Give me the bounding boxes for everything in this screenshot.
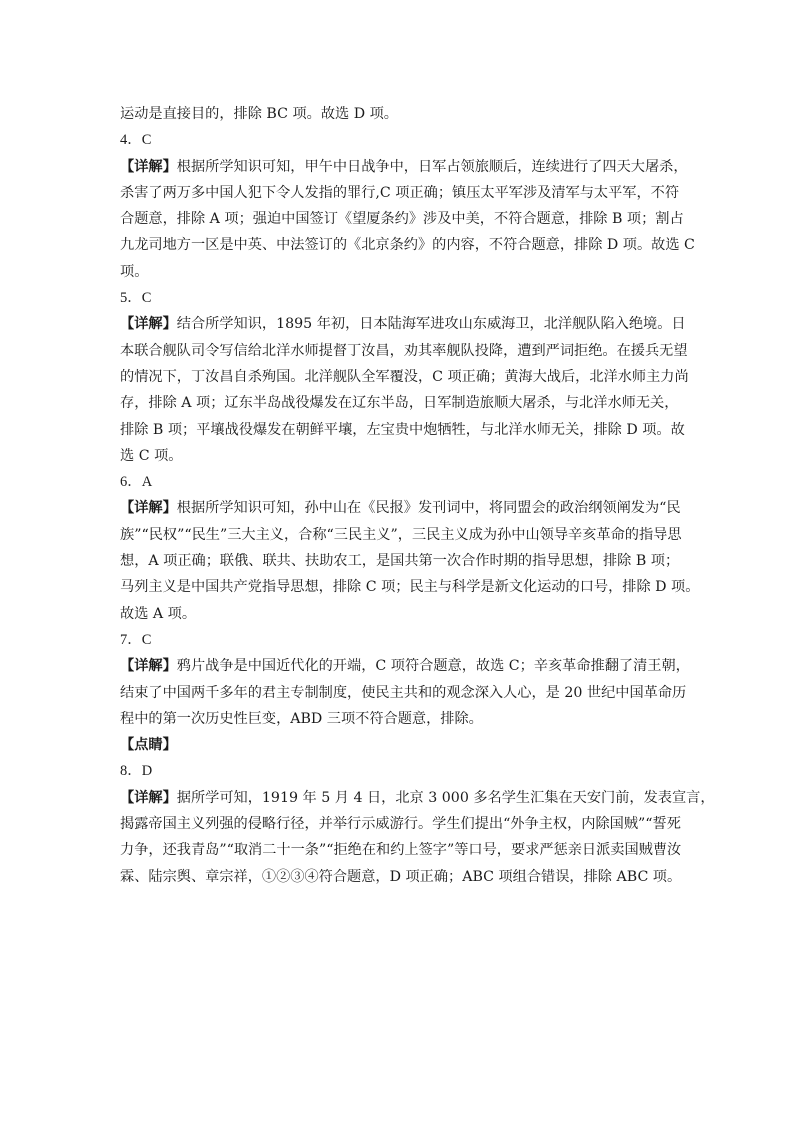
explanation-text: 根据所学知识可知，孙中山在《民报》发刊词中，将同盟会的政治纲领阐发为“民 [176, 500, 681, 517]
explanation-line [120, 785, 715, 811]
text-line: 力争，还我青岛”“取消二十一条”“拒绝在和约上签字”等口号，要求严惩亲日派卖国贼曹汝 [120, 842, 682, 859]
answer-explanations [120, 101, 715, 890]
text-line: 存，排除 A 项；辽东半岛战役爆发在辽东半岛，日军制造旅顺大屠杀，与北洋水师无关， [120, 395, 679, 412]
explanation-text: 鸦片战争是中国近代化的开端，C 项符合题意，故选 C；辛亥革命推翻了清王朝， [176, 658, 690, 675]
explanation-line [120, 311, 685, 337]
explanation-text: 据所学可知，1919 年 5 月 4 日，北京 3 000 多名学生汇集在天安门前，发表宣言， [176, 789, 715, 806]
question-number: 7．C [120, 631, 152, 648]
explanation-line [120, 154, 688, 180]
question-number: 4．C [120, 132, 152, 149]
text-line: 揭露帝国主义列强的侵略行径，并举行示威游行。学生们提出“外争主权，内除国贼”“誓死 [120, 816, 681, 833]
explanation-text: 结合所学知识，1895 年初，日本陆海军进攻山东威海卫，北洋舰队陷入绝境。日 [176, 316, 686, 333]
explanation-tag: 【详解】 [120, 500, 177, 517]
text-line: 想，A 项正确；联俄、联共、扶助农工，是国共第一次合作时期的指导思想，排除 B 项； [120, 553, 680, 570]
text-line: 杀害了两万多中国人犯下令人发指的罪行,C 项正确；镇压太平军涉及清军与太平军，不符 [120, 184, 680, 201]
text-line: 九龙司地方一区是中英、中法签订的《北京条约》的内容，不符合题意，排除 D 项。故选 C [120, 237, 695, 254]
question-number: 5．C [120, 290, 152, 307]
explanation-tag: 【详解】 [120, 316, 177, 333]
text-line: 合题意，排除 A 项；强迫中国签订《望厦条约》涉及中美，不符合题意，排除 B 项；割占 [120, 211, 684, 228]
text-line: 的情况下，丁汝昌自杀殉国。北洋舰队全军覆没，C 项正确；黄海大战后，北洋水师主力尚 [120, 368, 689, 385]
text-line: 族”“民权”“民生”三大主义，合称“三民主义”，三民主义成为孙中山领导辛亥革命的指导思 [120, 526, 682, 543]
text-line: 本联合舰队司令写信给北洋水师提督丁汝昌，劝其率舰队投降，遭到严词拒绝。在援兵无望 [120, 342, 688, 359]
text-line: 结束了中国两千多年的君主专制制度，使民主共和的观念深入人心，是 20 世纪中国革命历 [120, 684, 687, 701]
text-line: 马列主义是中国共产党指导思想，排除 C 项；民主与科学是新文化运动的口号，排除 D 项。 [120, 579, 700, 596]
question-number: 8．D [120, 763, 153, 780]
text-line: 排除 B 项；平壤战役爆发在朝鲜平壤，左宝贵中炮牺牲，与北洋水师无关，排除 D 项。故 [120, 421, 685, 438]
explanation-tag: 【详解】 [120, 789, 177, 806]
explanation-tag: 【详解】 [120, 158, 177, 175]
text-line: 运动是直接目的，排除 BC 项。故选 D 项。 [120, 106, 398, 122]
text-line: 故选 A 项。 [120, 605, 197, 622]
tip-heading: 【点睛】 [120, 737, 177, 754]
explanation-text: 根据所学知识可知，甲午中日战争中，日军占领旅顺后，连续进行了四天大屠杀， [176, 158, 688, 175]
question-number: 6．A [120, 474, 153, 491]
explanation-line [120, 495, 685, 521]
explanation-tag: 【详解】 [120, 658, 177, 675]
text-line: 项。 [120, 263, 149, 280]
explanation-line [120, 653, 690, 679]
text-line: 选 C 项。 [120, 447, 183, 464]
text-line: 程中的第一次历史性巨变，ABD 三项不符合题意，排除。 [120, 710, 483, 727]
text-line: 霖、陆宗舆、章宗祥，①②③④符合题意，D 项正确；ABC 项组合错误，排除 ABC 项。 [120, 868, 682, 885]
